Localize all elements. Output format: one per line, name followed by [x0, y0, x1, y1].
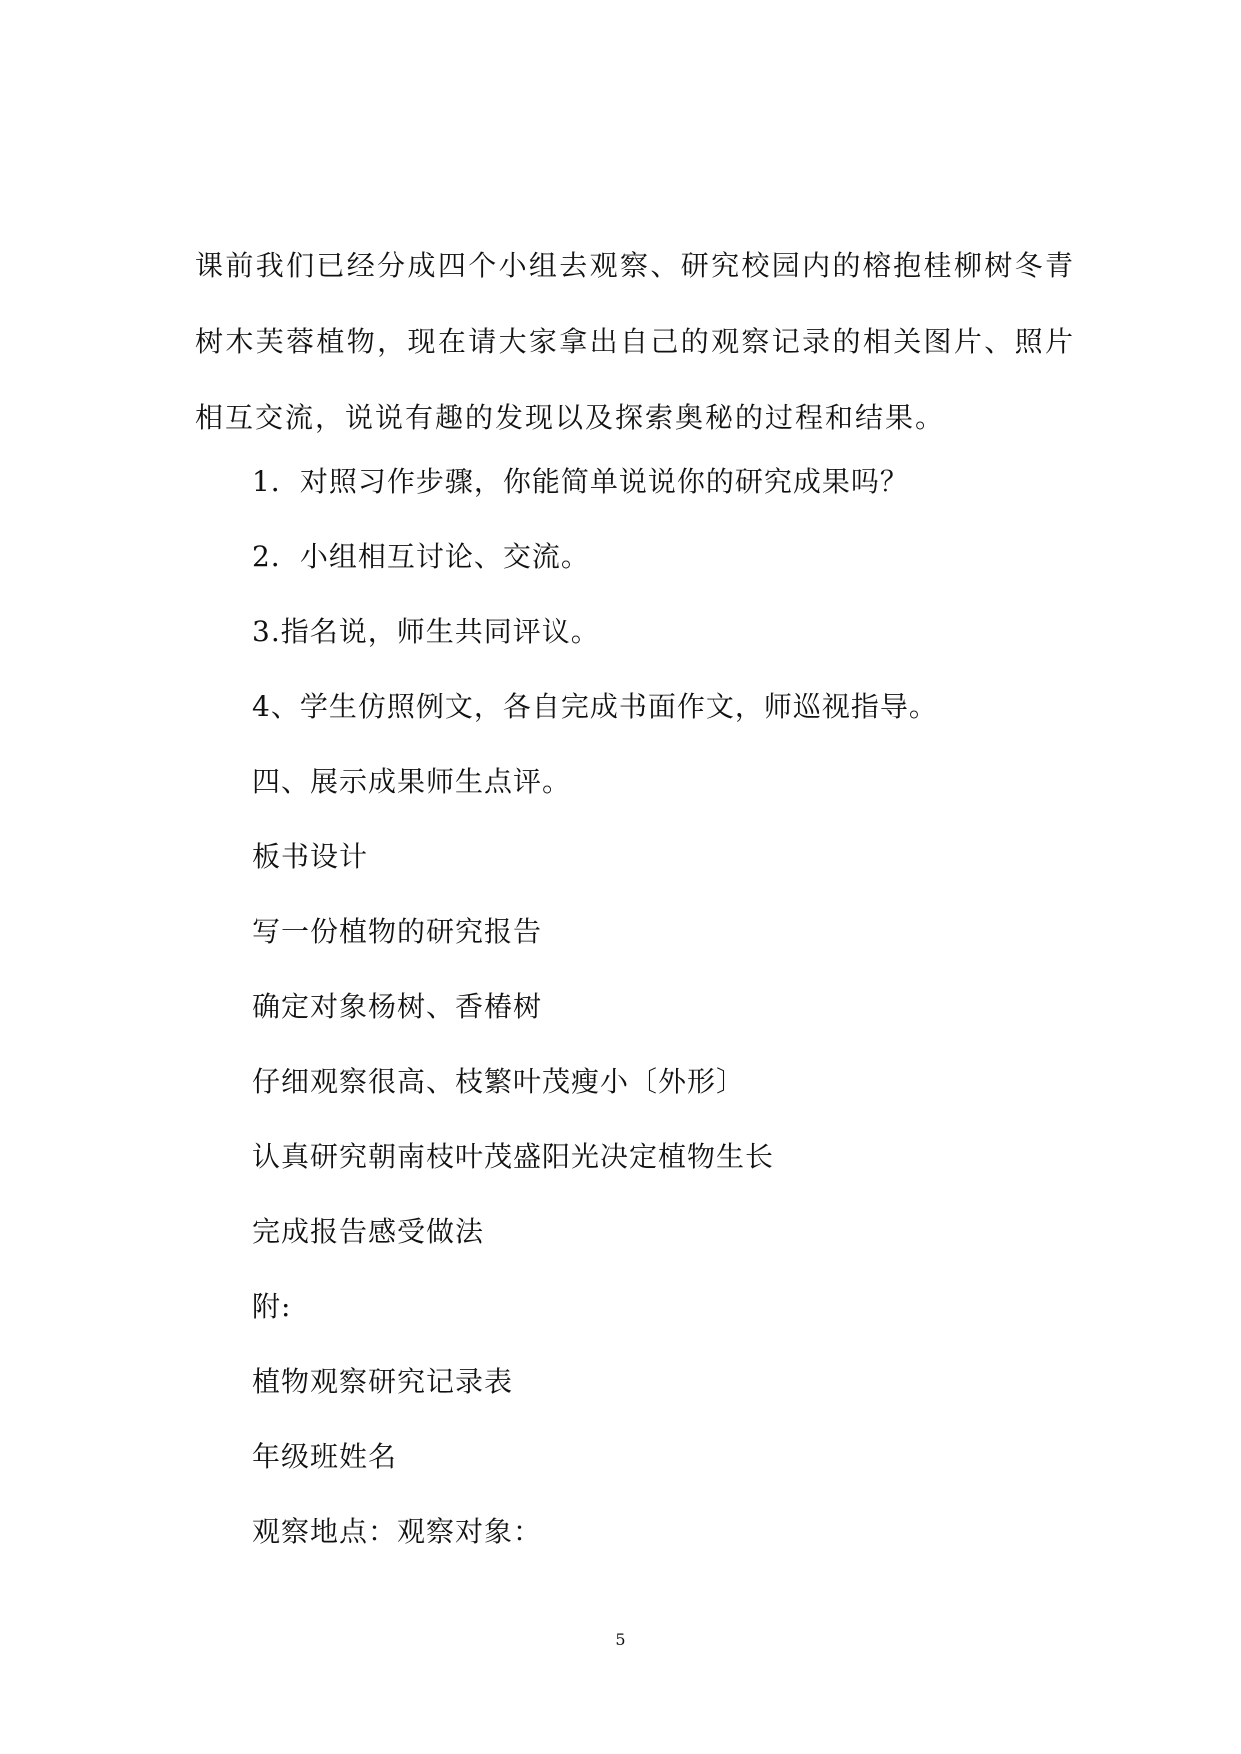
- section-four-heading: 四、展示成果师生点评。: [252, 765, 572, 798]
- board-line-observe: 仔细观察很高、枝繁叶茂瘦小〔外形〕: [252, 1065, 746, 1098]
- page-number: 5: [615, 1630, 626, 1649]
- step-2-line: 2．小组相互讨论、交流。: [252, 540, 590, 573]
- intro-paragraph: 课前我们已经分成四个小组去观察、研究校园内的榕抱桂柳树冬青树木芙蓉植物，现在请大家拿出自己的观察记录的相关图片、照片相互交流，说说有趣的发现以及探索奥秘的过程和结果。: [195, 249, 1075, 434]
- board-design-heading: 板书设计: [252, 840, 369, 873]
- step-3-line: 3.指名说，师生共同评议。: [252, 615, 600, 648]
- step-4-line: 4、学生仿照例文，各自完成书面作文，师巡视指导。: [252, 690, 938, 723]
- board-line-complete: 完成报告感受做法: [252, 1215, 485, 1248]
- location-object-line: 观察地点：观察对象：: [252, 1515, 543, 1548]
- record-table-title: 植物观察研究记录表: [252, 1365, 514, 1398]
- board-line-object: 确定对象杨树、香椿树: [252, 990, 543, 1023]
- appendix-label: 附:: [252, 1290, 292, 1323]
- grade-class-name-line: 年级班姓名: [252, 1440, 398, 1473]
- step-1-line: 1．对照习作步骤，你能简单说说你的研究成果吗？: [252, 465, 909, 498]
- board-line-report: 写一份植物的研究报告: [252, 915, 543, 948]
- board-line-research: 认真研究朝南枝叶茂盛阳光决定植物生长: [252, 1140, 775, 1173]
